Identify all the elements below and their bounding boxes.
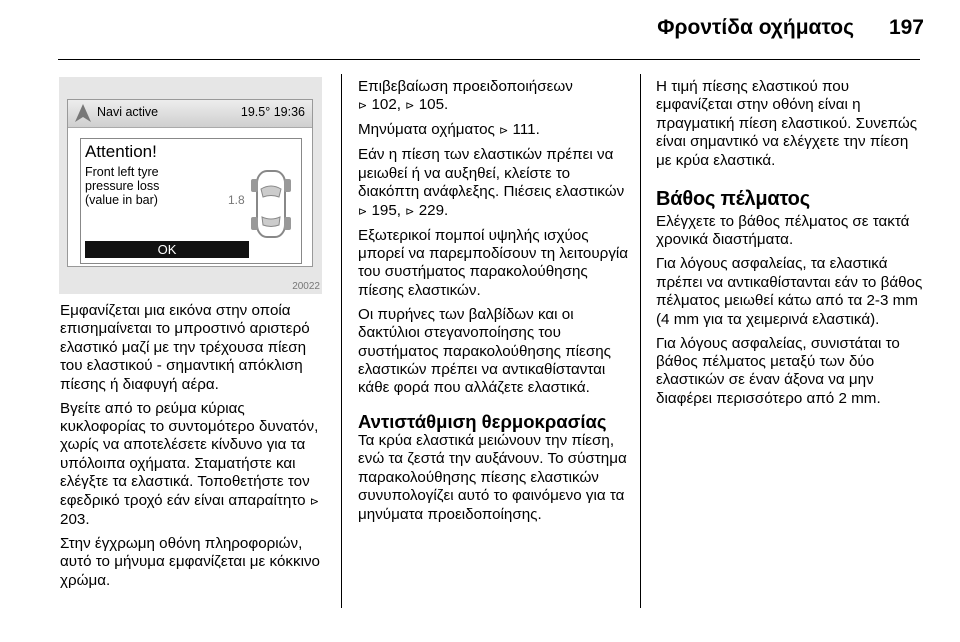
paragraph-text: Βγείτε από το ρεύμα κύριας κυκλοφορίας το συντομότερο δυνατόν, χωρίς να αποτελέσετε κίνδυνο για τα υπόλοιπα οχήματα. Σταματήστε και ελέγξτε τα ελαστικά. Τοποθετήστε τον εφεδρικό τροχό εάν είναι απαραίτητο bbox=[60, 399, 319, 509]
paragraph bbox=[60, 400, 332, 530]
section-heading-tread-depth: Βάθος πέλματος bbox=[656, 188, 810, 211]
dialog-message bbox=[85, 165, 225, 207]
paragraph: Εμφανίζεται μια εικόνα στην οποία επισημαίνεται το μπροστινό αριστερό ελαστικό μαζί με την τρέχουσα πίεση του ελαστικού - σημαντική απόκλιση πίεσης ή διαφυγή αέρα. bbox=[60, 302, 310, 393]
paragraph: Οι πυρήνες των βαλβίδων και οι δακτύλιοι στεγανοποίησης του συστήματος παρακολούθησης πίεσης ελαστικών πρέπει να αντικαθίστανται κάθε φορά που αλλάζετε ελαστικά. bbox=[358, 305, 611, 397]
column-3 bbox=[656, 78, 926, 414]
paragraph: Τα κρύα ελαστικά μειώνουν την πίεση, ενώ τα ζεστά την αυξάνουν. Το σύστημα παρακολούθησης πίεσης ελαστικών συνυπολογίζει αυτό το φαινόμενο για τα μηνύματα προειδοποίησης. bbox=[358, 431, 627, 523]
dialog-message-line: Front left tyre bbox=[85, 165, 159, 179]
paragraph: Στην έγχρωμη οθόνη πληροφοριών, αυτό το μήνυμα εμφανίζεται με κόκκινο χρώμα. bbox=[60, 535, 320, 589]
reference-arrow-icon: ⊳ bbox=[309, 494, 320, 508]
column-divider-1 bbox=[341, 74, 342, 608]
paragraph bbox=[358, 146, 630, 221]
dashboard-figure bbox=[59, 77, 322, 294]
paragraph: Ελέγχετε το βάθος πέλματος σε τακτά χρονικά διαστήματα. bbox=[656, 213, 910, 249]
reference-arrow-icon: ⊳ bbox=[405, 99, 415, 113]
ok-button[interactable]: OK bbox=[85, 241, 249, 258]
reference-arrow-icon: ⊳ bbox=[358, 99, 368, 113]
header-divider bbox=[58, 59, 920, 60]
page-header-title: Φροντίδα οχήματος bbox=[657, 16, 854, 39]
display-status-bar bbox=[68, 100, 312, 128]
section-heading-temperature: Αντιστάθμιση θερμοκρασίας bbox=[358, 410, 607, 432]
page-reference-link[interactable]: 111. bbox=[512, 121, 540, 139]
car-top-view-icon bbox=[249, 167, 293, 241]
paragraph bbox=[358, 78, 630, 116]
paragraph: Η τιμή πίεσης ελαστικού που εμφανίζεται στην οθόνη είναι η πραγματική πίεση ελαστικού. Συνεπώς είναι σημαντικό να ελέγχετε την πίεση με κρύα ελαστικά. bbox=[656, 78, 918, 169]
paragraph-text: Επιβεβαίωση προειδοποιήσεων bbox=[358, 78, 573, 95]
navigation-arrow-icon bbox=[73, 103, 93, 123]
page-reference-link[interactable]: 195, bbox=[371, 201, 402, 219]
paragraph bbox=[358, 121, 630, 140]
paragraph-text: Μηνύματα οχήματος bbox=[358, 121, 495, 139]
attention-dialog bbox=[80, 138, 302, 264]
page-number: 197 bbox=[888, 16, 924, 39]
page-reference-link[interactable]: 203. bbox=[60, 511, 90, 529]
column-2 bbox=[358, 78, 630, 530]
column-divider-2 bbox=[640, 74, 641, 608]
reference-arrow-icon: ⊳ bbox=[358, 204, 368, 218]
dialog-message-line: pressure loss bbox=[85, 179, 160, 193]
navi-status-label: Navi active bbox=[97, 105, 159, 119]
figure-number: 20022 bbox=[292, 281, 320, 292]
paragraph: Εξωτερικοί πομποί υψηλής ισχύος μπορεί να παρεμποδίσουν τη λειτουργία του συστήματος παρακολούθησης πίεσης ελαστικών. bbox=[358, 226, 629, 299]
temperature-time: 19.5° 19:36 bbox=[240, 105, 305, 119]
paragraph: Για λόγους ασφαλείας, συνιστάται το βάθος πέλματος μεταξύ των δύο ελαστικών σε έναν άξονα να μην διαφέρει περισσότερο από 2 mm. bbox=[656, 334, 900, 407]
reference-arrow-icon: ⊳ bbox=[499, 124, 509, 138]
reference-arrow-icon: ⊳ bbox=[405, 204, 415, 218]
page-reference-link[interactable]: 229. bbox=[418, 201, 449, 219]
paragraph: Για λόγους ασφαλείας, τα ελαστικά πρέπει να αντικαθίστανται εάν το βάθος πέλματος μειωθεί κάτω από τα 2-3 mm (4 mm για τα χειμερινά ελαστικά). bbox=[656, 255, 923, 328]
dialog-message-line: (value in bar) bbox=[85, 193, 158, 207]
paragraph-text: Εάν η πίεση των ελαστικών πρέπει να μειωθεί ή να αυξηθεί, κλείστε το διακόπτη ανάφλεξης. Πιέσεις ελαστικών bbox=[358, 146, 625, 201]
dialog-title: Attention! bbox=[85, 142, 157, 161]
page-reference-link[interactable]: 102, bbox=[371, 96, 402, 114]
info-display bbox=[67, 99, 313, 267]
page-reference-link[interactable]: 105. bbox=[418, 96, 449, 114]
tyre-pressure-value: 1.8 bbox=[228, 193, 245, 207]
column-1 bbox=[60, 302, 332, 596]
